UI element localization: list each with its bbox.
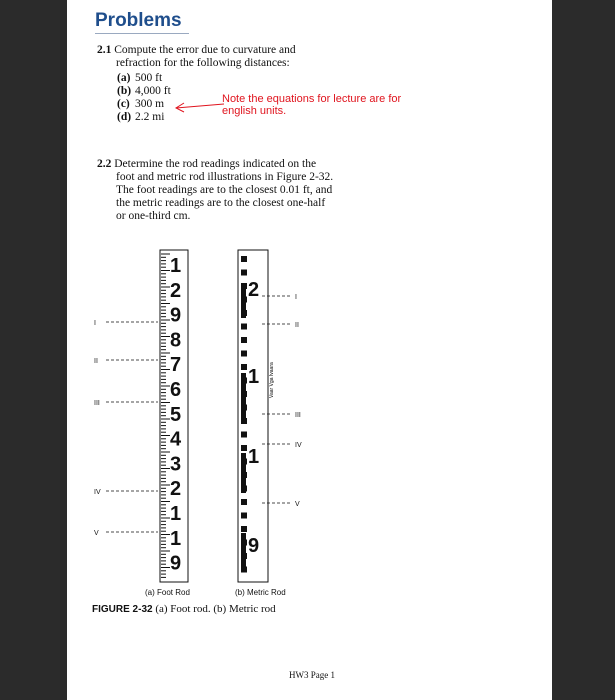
figure-caption [92,603,276,615]
foot-rod-number: 6 [170,379,182,401]
foot-rod-number: 1 [170,255,182,277]
problem-2-1-line-1: Compute the error due to curvature and [114,44,296,56]
document-page [67,0,552,700]
metric-rod-number: 1 [248,446,260,468]
foot-rod-number: 9 [170,304,182,327]
problem-2-2-line-4: the metric readings are to the closest one-half [116,197,326,209]
metric-rod-pointer-label: I [295,294,297,301]
metric-rod-pointer-label: II [295,322,299,329]
metric-rod-pointer-label: V [295,501,300,508]
problem-2-1-parts [117,72,171,124]
part-a: (a) 500 ft [117,72,163,84]
rod-figure [92,248,352,588]
metric-rod-mark [241,270,247,276]
problem-2-2 [97,158,377,223]
metric-rod-mark [241,445,247,451]
foot-rod-number: 1 [170,503,182,525]
metric-rod-mark [241,337,247,343]
foot-rod-number: 5 [170,403,182,426]
metric-rod-mark [241,526,247,532]
part-b: (b) 4,000 ft [117,85,171,97]
foot-rod-pointer-label: IV [94,489,101,496]
figure-caption-label: FIGURE 2-32 [92,604,153,615]
foot-rod-number: 2 [170,478,182,501]
metric-rod-label: (b) Metric Rod [235,588,286,597]
problem-2-1 [97,44,357,70]
part-c: (c) 300 m [117,98,165,110]
foot-rod-number: 8 [170,329,182,352]
metric-rod-mark [241,418,247,424]
foot-rod-pointer-label: II [94,358,98,365]
foot-rod-number: 2 [170,279,182,302]
metric-rod-mark [241,351,247,357]
metric-rod-mark [241,256,247,262]
part-d: (d) 2.2 mi [117,111,165,123]
metric-rod-pointer-label: III [295,412,301,419]
problem-2-2-line-5: or one-third cm. [116,210,191,222]
metric-rod-mark [241,432,247,438]
foot-rod-number: 1 [170,527,182,550]
foot-rod-pointers [94,320,158,537]
problem-2-2-line-2: foot and metric rod illustrations in Figure 2-32. [116,171,334,183]
problem-2-2-line-3: The foot readings are to the closest 0.01 ft, and [116,184,333,196]
page-title: Problems [95,10,182,31]
title-underline [95,33,189,34]
problem-2-1-number: 2.1 [97,44,112,56]
metric-rod-number: 2 [248,279,260,301]
foot-rod-pointer-label: III [94,400,100,407]
metric-rod-bar [241,453,246,493]
foot-rod-number: 9 [170,552,182,575]
foot-rod-pointer-label: V [94,530,99,537]
metric-rod-mark [241,364,247,370]
figure-caption-text: (a) Foot rod. (b) Metric rod [155,603,276,615]
foot-rod-number: 7 [170,354,182,377]
foot-rod-label: (a) Foot Rod [145,588,190,597]
lecture-note: Note the equations for lecture are for english units. [222,93,402,117]
metric-rod-mark [241,513,247,519]
vertical-annotation: Vaar Vga Ivaara [269,362,275,398]
foot-rod-number: 4 [170,428,182,451]
metric-rod-bar [241,288,246,318]
metric-rod-number: 1 [248,366,260,388]
metric-rod-bar [241,533,246,568]
foot-rod-pointer-label: I [94,320,96,327]
metric-rod-number: 9 [248,535,260,557]
page-number: HW3 Page 1 [289,670,335,680]
problem-2-2-number: 2.2 [97,158,112,170]
arrow-icon [172,100,227,116]
metric-rod-pointer-label: IV [295,442,302,449]
metric-rod-mark [241,324,247,330]
metric-rod-bar [241,373,246,418]
metric-rod-mark [241,499,247,505]
foot-rod-number: 3 [170,453,182,476]
problem-2-1-line-2: refraction for the following distances: [116,57,290,69]
problem-2-2-line-1: Determine the rod readings indicated on the [114,158,317,170]
